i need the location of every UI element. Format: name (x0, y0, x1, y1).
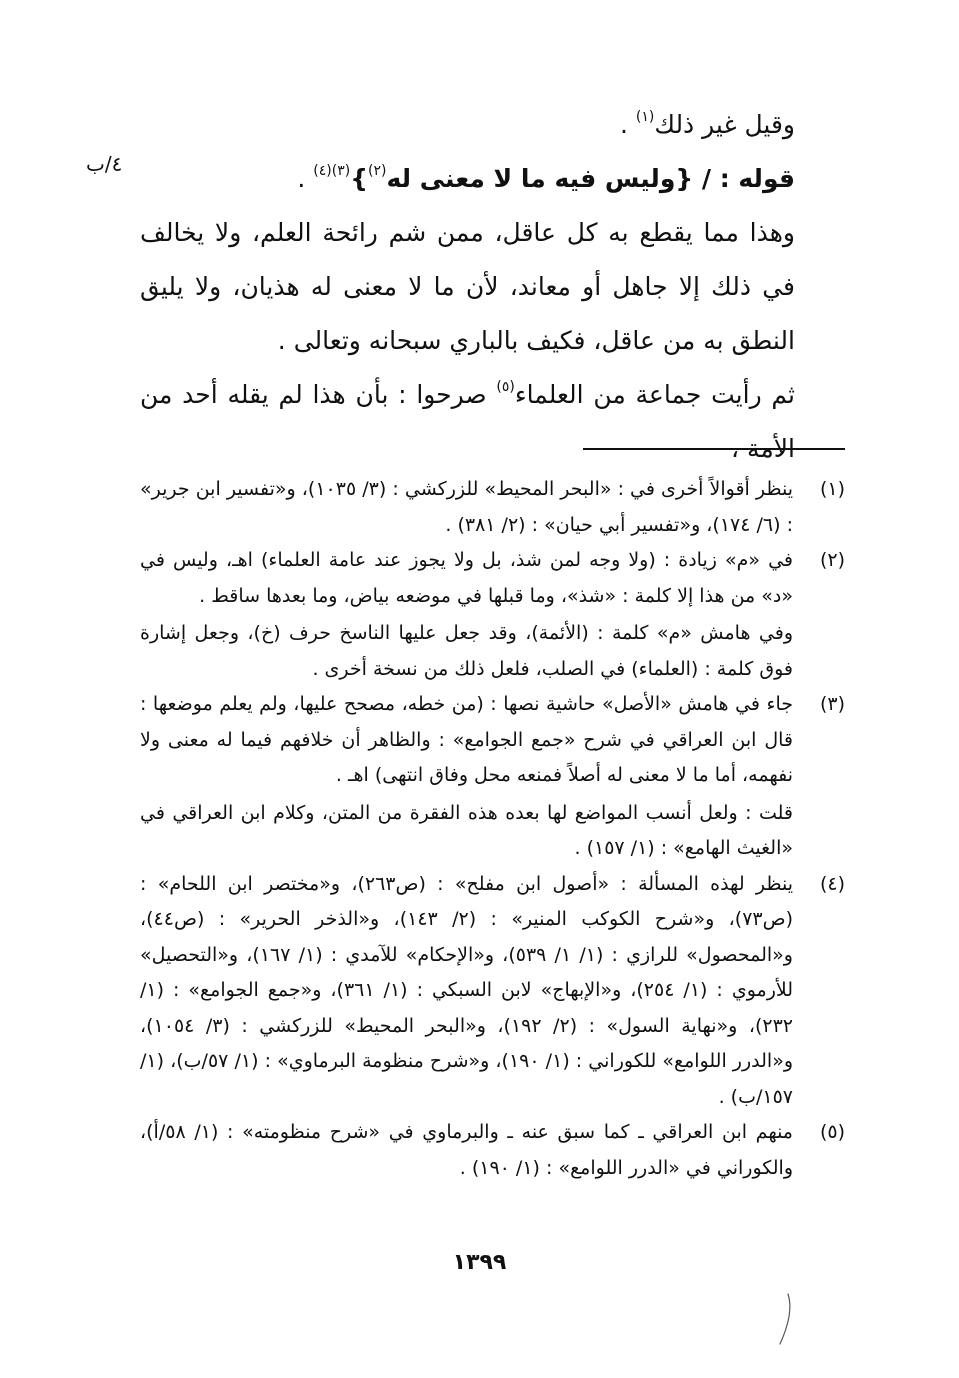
footnote-paragraph: قلت : ولعل أنسب المواضع لها بعده هذه الفقرة من المتن، وكلام ابن العراقي في «الغيث الهامع» : (١/ ١٥٧) . (140, 801, 793, 859)
main-paragraph-1-end: . (620, 110, 636, 139)
page-number: ١٣٩٩ (452, 1250, 507, 1275)
footnotes (140, 472, 845, 1186)
folio-margin-note: ٤/ب (86, 152, 123, 176)
footnote-body (140, 543, 793, 687)
footnote-separator (583, 448, 845, 450)
footnote-paragraph: جاء في هامش «الأصل» حاشية نصها : (من خطه، مصحح عليها، ولم يعلم موضعها : قال ابن العراقي في شرح «جمع الجوامع» : والظاهر أن خلافهم فيما له معنى ولا نفهمه، أما ما لا معنى له أصلاً فمنعه محل وفاق انتهى) اهـ . (140, 693, 793, 786)
footnote-paragraph: وفي هامش «م» كلمة : (الأئمة)، وقد جعل عليها الناسخ حرف (خ)، وجعل إشارة فوق كلمة : (العلماء) في الصلب، فلعل ذلك من نسخة أخرى . (140, 622, 793, 680)
footnote-2 (140, 543, 845, 687)
main-paragraph-3: وهذا مما يقطع به كل عاقل، ممن شم رائحة العلم، ولا يخالف في ذلك إلا جاهل أو معاند، لأن ما لا معنى له هذيان، ولا يليق النطق به من عاقل، فكيف بالباري سبحانه وتعالى . (140, 218, 795, 355)
footnote-body (140, 867, 793, 1116)
footnote-4 (140, 867, 845, 1116)
quote-lead: قوله : / (693, 164, 795, 193)
footnote-ref-3-4[interactable]: (٣)(٤) (313, 163, 351, 179)
footnote-number: (٤) (819, 872, 845, 895)
footnote-ref-2[interactable]: (٢) (368, 163, 387, 179)
footnote-body (140, 1115, 793, 1186)
main-text (140, 98, 845, 476)
quoted-text: {وليس فيه ما لا معنى له (386, 164, 694, 193)
pencil-stroke-mark (770, 1292, 800, 1348)
footnote-number: (٥) (819, 1121, 845, 1143)
footnote-paragraph: ينظر لهذه المسألة : «أصول ابن مفلح» : (ص٢٦٣)، و«مختصر ابن اللحام» : (ص٧٣)، و«شرح الكوكب المنير» : (٢/ ١٤٣)، و«الذخر الحرير» : (ص٤٤)، و«المحصول» للرازي : (١/ ١/ ٥٣٩)، و«الإحكام» للآمدي : (١/ ١٦٧)، و«التحصيل» للأرموي : (١/ ٢٥٤)، و«الإبهاج» لابن السبكي : (١/ ٣٦١)، و«جمع الجوامع» : (١/ ٢٣٢)، و«نهاية السول» : (٢/ ١٩٢)، و«البحر المحيط» للزركشي : (٣/ ١٠٥٤)، و«الدرر اللوامع» للكوراني : (١/ ١٩٠)، و«شرح منظومة البرماوي» : (١/ ٥٧/ب)، (١/ ١٥٧/ب) . (140, 872, 794, 1108)
footnote-3 (140, 687, 845, 867)
main-paragraph-1-text: وقيل غير ذلك (654, 110, 795, 139)
footnote-body (140, 687, 793, 867)
footnote-5 (140, 1115, 845, 1186)
footnote-1 (140, 472, 845, 543)
footnote-number: (٣) (819, 693, 845, 715)
main-paragraph-1 (140, 98, 845, 152)
footnote-paragraph: ينظر أقوالاً أخرى في : «البحر المحيط» للزركشي : (٣/ ١٠٣٥)، و«تفسير ابن جرير» : (٦/ ١٧٤)، و«تفسير أبي حيان» : (٢/ ٣٨١) . (140, 478, 793, 536)
main-paragraph-4-rest: صرحوا : بأن هذا لم يقله أحد من الأمة ، (140, 380, 795, 463)
footnote-body (140, 472, 793, 543)
footnote-ref-1[interactable]: (١) (635, 109, 655, 125)
footnote-number: (٢) (819, 549, 845, 571)
main-paragraph-2 (140, 152, 845, 206)
footnote-paragraph: منهم ابن العراقي ـ كما سبق عنه ـ والبرماوي في «شرح منظومته» : (١/ ٥٨/أ)، والكوراني في «الدرر اللوامع» : (١/ ١٩٠) . (140, 1121, 793, 1179)
footnote-ref-5[interactable]: (٥) (496, 379, 515, 395)
footnote-number: (١) (819, 478, 845, 500)
main-paragraph-2-end: . (297, 164, 314, 193)
main-paragraph-4-text: ثم رأيت جماعة من العلماء (514, 380, 795, 409)
footnote-paragraph: في «م» زيادة : (ولا وجه لمن شذ، بل ولا يجوز عند عامة العلماء) اهـ، وليس في «د» من هذا إلا كلمة : «شذ»، وما قبلها في موضعه بياض، وما بعدها ساقط . (140, 549, 793, 607)
quote-close-brace: } (350, 164, 369, 193)
main-paragraph-4 (140, 368, 845, 476)
